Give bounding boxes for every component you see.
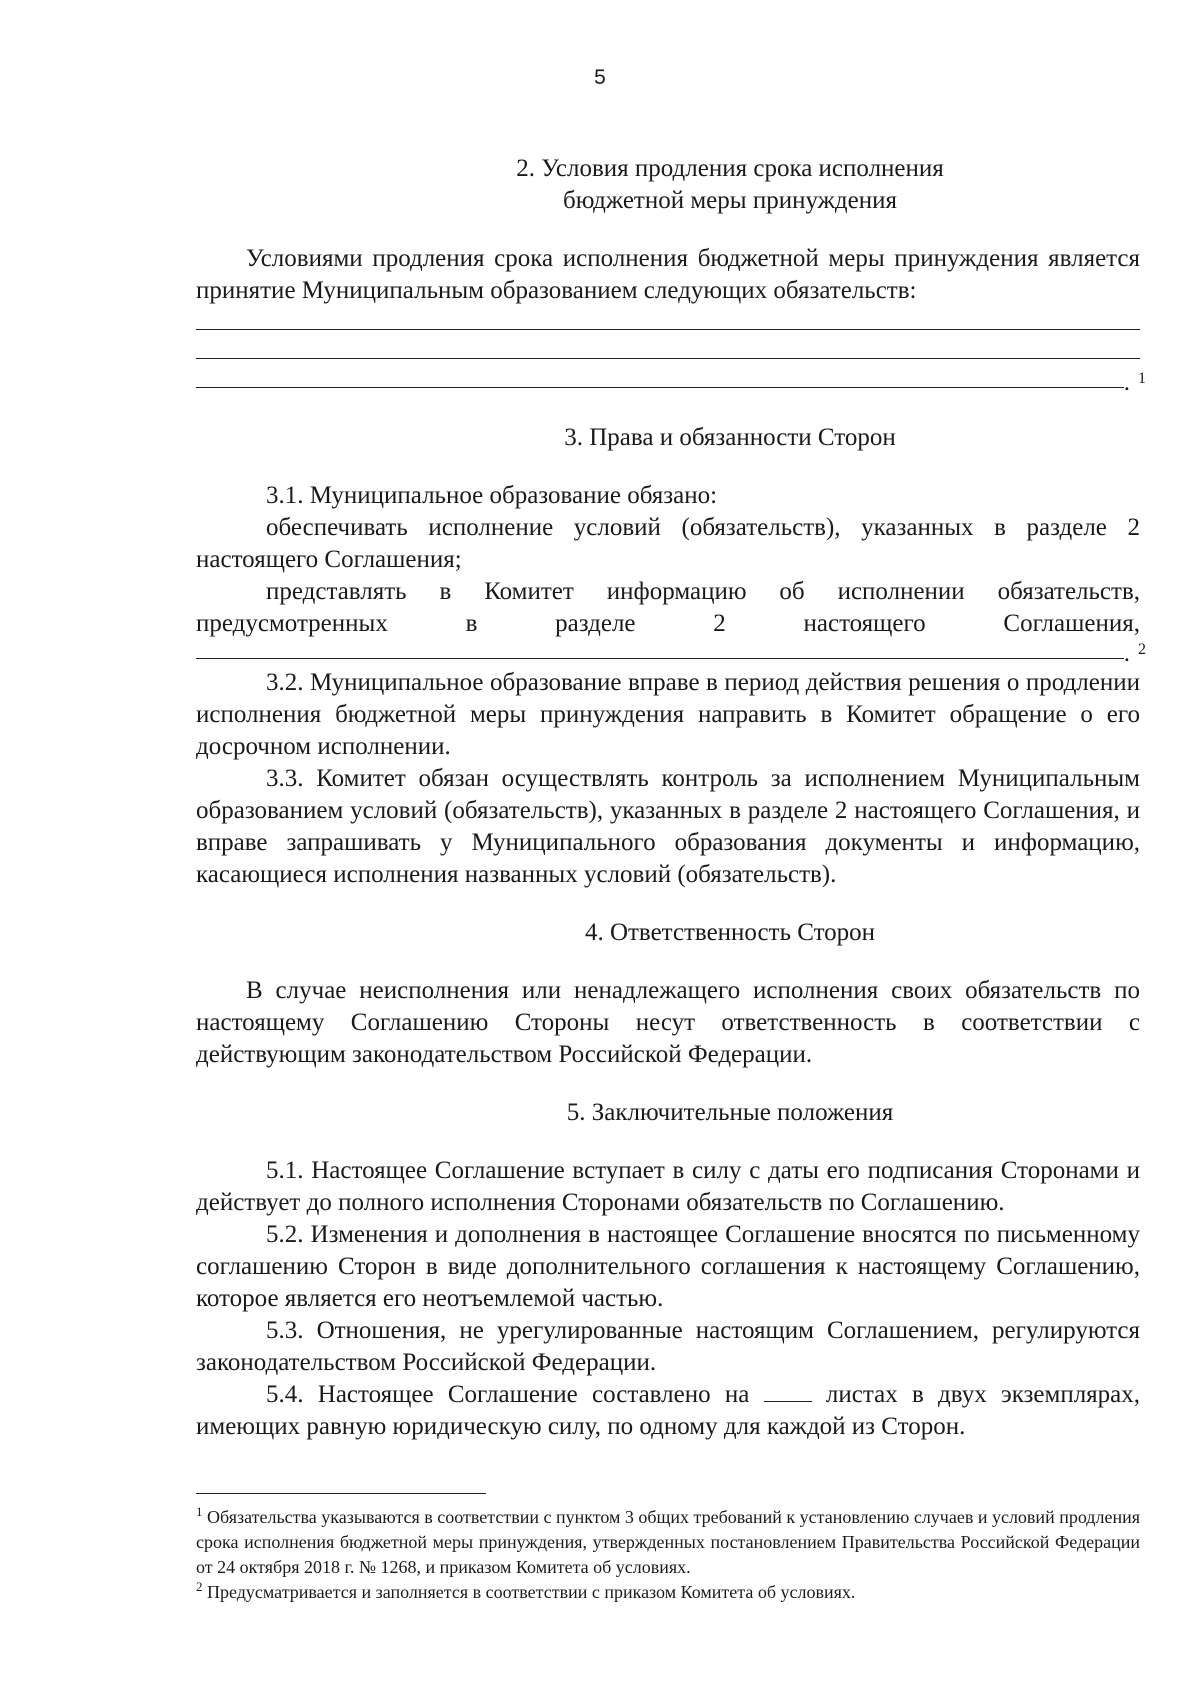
paragraph-3-1-b: представлять в Комитет информацию об исполнении обязательств, предусмотренных в разделе 2 настоящего Соглашения, — [196, 578, 1140, 637]
footnote-1 — [196, 1505, 1140, 1580]
section-2-heading-line2: бюджетной меры принуждения — [563, 187, 897, 214]
sheet-count-blank — [764, 1381, 812, 1402]
fill-line-3 — [196, 369, 1146, 396]
section-3-heading: 3. Права и обязанности Сторон — [564, 424, 896, 451]
fill-line-4 — [196, 640, 1146, 667]
fill-line-1 — [196, 329, 1140, 330]
fill-line-3-period: . — [1123, 369, 1130, 396]
footnote-ref-2: 2 — [1138, 641, 1146, 658]
footnote-1-mark: 1 — [196, 1504, 203, 1519]
paragraph-5-4 — [196, 1379, 1140, 1443]
page-number: 5 — [594, 66, 606, 89]
paragraph-3-2: 3.2. Муниципальное образование вправе в период действия решения о продлении исполнения бюджетной меры принуждения направить в Комитет обращение о его досрочном исполнении. — [196, 669, 1140, 760]
footnote-1-text: Обязательства указываются в соответствии с пунктом 3 общих требований к установлению случаев и условий продления срока исполнения бюджетной меры принуждения, утвержденных постановлением Правительства Российской Федерации от 24 октября 2018 г. № 1268, и приказом Комитета об условиях. — [196, 1507, 1140, 1577]
paragraph-5-4-end: листах в двух экземплярах, имеющих равную юридическую силу, по одному для каждой из Сторон. — [196, 1381, 1141, 1440]
paragraph-5-4-start: 5.4. Настоящее Соглашение составлено на — [266, 1381, 750, 1408]
section-2-text: Условиями продления срока исполнения бюджетной меры принуждения является принятие Муниципальным образованием следующих обязательств: — [196, 245, 1140, 304]
footnote-2-mark: 2 — [196, 1579, 203, 1594]
paragraph-5-1: 5.1. Настоящее Соглашение вступает в силу с даты его подписания Сторонами и действует до полного исполнения Сторонами обязательств по Соглашению. — [196, 1157, 1140, 1216]
section-4-text: В случае неисполнения или ненадлежащего исполнения своих обязательств по настоящему Соглашению Стороны несут ответственность в соответствии с действующим законодательством Российской Федерации. — [196, 977, 1140, 1068]
document-body — [196, 153, 1146, 1443]
fill-line-2 — [196, 358, 1140, 359]
footnote-separator — [196, 1493, 486, 1494]
section-2-heading-line1: 2. Условия продления срока исполнения — [516, 155, 944, 182]
paragraph-3-3: 3.3. Комитет обязан осуществлять контроль за исполнением Муниципальным образованием условий (обязательств), указанных в разделе 2 настоящего Соглашения, и вправе запрашивать у Муниципального образования документы и информацию, касающиеся исполнения названных условий (обязательств). — [196, 765, 1140, 888]
footnote-2 — [196, 1580, 1140, 1605]
paragraph-5-3: 5.3. Отношения, не урегулированные настоящим Соглашением, регулируются законодательством Российской Федерации. — [196, 1317, 1140, 1376]
section-4-heading: 4. Ответственность Сторон — [584, 919, 876, 946]
footnotes — [196, 1505, 1140, 1605]
section-5-heading: 5. Заключительные положения — [566, 1099, 894, 1126]
footnote-ref-1: 1 — [1138, 370, 1146, 387]
fill-line-4-period: . — [1123, 640, 1130, 667]
paragraph-5-2: 5.2. Изменения и дополнения в настоящее Соглашение вносятся по письменному соглашению Сторон в виде дополнительного соглашения к настоящему Соглашению, которое является его неотъемлемой частью. — [196, 1221, 1140, 1312]
paragraph-3-1: 3.1. Муниципальное образование обязано: — [266, 482, 718, 509]
footnote-2-text: Предусматривается и заполняется в соответствии с приказом Комитета об условиях. — [207, 1582, 856, 1602]
paragraph-3-1-a: обеспечивать исполнение условий (обязательств), указанных в разделе 2 настоящего Соглашения; — [196, 514, 1140, 573]
